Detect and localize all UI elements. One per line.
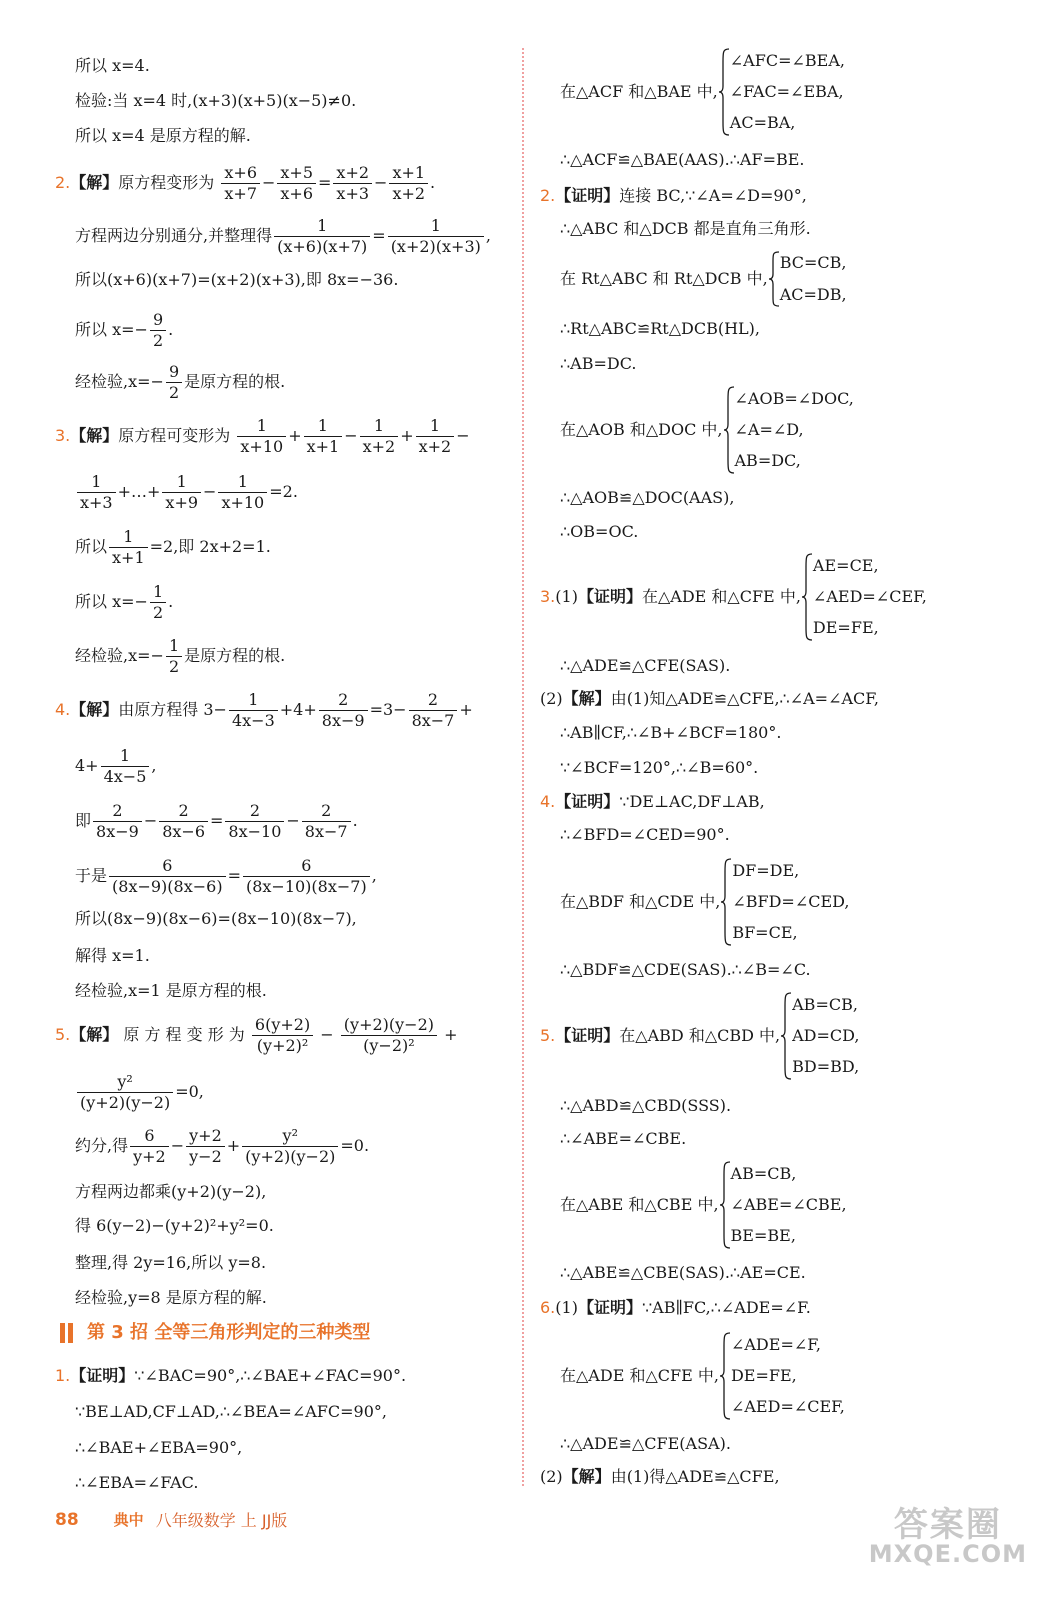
numerator: 2	[321, 801, 332, 820]
left-column	[0, 0, 520, 1600]
brace-item: ∠AOB=∠DOC,	[734, 389, 854, 408]
condition-group	[560, 48, 845, 136]
fraction	[416, 416, 455, 457]
brace-items	[731, 1164, 847, 1246]
brace-item: ∠ADE=∠F,	[730, 1335, 821, 1354]
fraction	[218, 472, 267, 513]
numerator: x+2	[336, 163, 370, 182]
text-line: ∴△ADE≌△CFE(SAS).	[560, 656, 731, 675]
part-label: (2)	[540, 1467, 563, 1486]
part-label: (2)	[540, 689, 563, 708]
denominator: x+2	[389, 183, 428, 204]
denominator: (y+2)(y−2)	[77, 1092, 173, 1113]
fraction	[130, 1126, 169, 1167]
section-title: 第 3 招 全等三角形判定的三种类型	[87, 1322, 371, 1343]
brace-lead: 在△ACF 和△BAE 中,	[560, 82, 718, 101]
denominator: 8x−9	[93, 821, 142, 842]
denominator: x+1	[109, 547, 148, 568]
problem-4-line-3: 即 $\frac{2}{8x-9}$ − $\frac{2}{8x-6}$ = $\frac{2}{8x-10}$ − $\frac{2}{8x-7}$ .	[75, 801, 358, 841]
fraction	[109, 527, 148, 568]
condition-group	[560, 386, 854, 474]
text: 经检验,x=−	[75, 646, 164, 665]
question-3-part-2	[540, 691, 879, 707]
question-5-lead	[540, 1028, 780, 1044]
fraction	[109, 856, 226, 897]
numerator: 1	[237, 472, 248, 491]
fraction	[277, 163, 316, 204]
watermark	[868, 1505, 1027, 1568]
brace-item: ∠BFD=∠CED,	[732, 892, 850, 911]
watermark-url: MXQE.COM	[868, 1540, 1027, 1568]
text-line: ∴△ABD≌△CBD(SSS).	[560, 1096, 732, 1115]
fraction	[319, 690, 368, 731]
numerator: 6	[301, 856, 312, 875]
fraction	[409, 690, 458, 731]
publisher-logo: 典中	[113, 1511, 144, 1529]
brace-item: ∠AED=∠CEF,	[730, 1397, 845, 1416]
problem-number: 4.	[540, 792, 556, 811]
proof-tag: 【证明】	[555, 186, 620, 205]
part-label: (1)	[555, 587, 578, 606]
fraction	[242, 1126, 338, 1167]
watermark-text: 答案圈	[893, 1505, 1002, 1545]
brace-item: ∠ABE=∠CBE,	[730, 1195, 847, 1214]
brace-items	[813, 556, 927, 638]
numerator: 1	[168, 636, 180, 655]
numerator: 1	[317, 216, 328, 235]
brace-item: BF=CE,	[732, 923, 798, 942]
problem-number: 5.	[55, 1025, 71, 1044]
denominator: (y+2)(y−2)	[242, 1146, 338, 1167]
fraction	[333, 163, 372, 204]
proof-tag: 【证明】	[577, 1298, 642, 1317]
column-divider	[522, 48, 524, 1486]
problem-4-line-1: 4.【解】由原方程得 3− $\frac{1}{4x-3}$ +4+ $\frac{2}{8x-9}$ =3− $\frac{2}{8x-7}$ +	[55, 690, 473, 730]
denominator: 2	[166, 656, 182, 677]
proof-tag: 【证明】	[555, 792, 620, 811]
fraction	[93, 801, 142, 842]
text: +4+	[279, 700, 317, 719]
fraction	[243, 856, 370, 897]
problem-5-line-3: 约分,得 $\frac{6}{y+2}$ − $\frac{y+2}{y-2}$ + $\frac{\text{y²}}{(y+2)(y-2)}$ =0.	[75, 1126, 370, 1166]
numerator: 1	[91, 472, 102, 491]
solution-tag: 【解】	[70, 426, 119, 445]
fraction	[166, 636, 182, 677]
brace-lead: 在△ABD 和△CBD 中,	[619, 1026, 781, 1045]
text: 由(1)知△ADE≌△CFE,∴∠A=∠ACF,	[610, 689, 879, 708]
problem-3-line-3	[75, 527, 271, 568]
text: 4+	[75, 756, 99, 775]
numerator: 1	[248, 690, 259, 709]
problem-number: 3.	[540, 587, 556, 606]
brace-lead: 在△ADE 和△CFE 中,	[560, 1366, 719, 1385]
problem-number: 6.	[540, 1298, 556, 1317]
problem-4-line-4: 于是 $\frac{6}{(8x-9)(8x-6)}$ = $\frac{6}{(8x-10)(8x-7)}$ ,	[75, 856, 377, 896]
brace-item: AB=DC,	[734, 451, 801, 470]
text-line: ∴AB∥CF,∴∠B+∠BCF=180°.	[560, 723, 782, 742]
brace-item: BE=BE,	[730, 1226, 796, 1245]
fraction	[389, 163, 428, 204]
text-line: ∵∠BCF=120°,∴∠B=60°.	[560, 758, 759, 777]
condition-group	[540, 992, 860, 1080]
text: 是原方程的根.	[184, 372, 286, 391]
condition-group	[560, 1332, 845, 1420]
problem-3-line-4: 所以 x=− $\frac{1}{2}$ .	[75, 582, 174, 622]
text: 所以 x=−	[75, 320, 148, 339]
solution-tag: 【解】	[70, 1025, 119, 1044]
numerator: x+6	[224, 163, 257, 182]
condition-group	[560, 1161, 847, 1249]
brace-lead: 在△AOB 和△DOC 中,	[560, 420, 723, 439]
denominator: x+6	[277, 183, 316, 204]
brace-lead: 在△BDF 和△CDE 中,	[560, 892, 721, 911]
text: 原 方 程 变 形 为	[123, 1025, 245, 1044]
text: ∵DE⊥AC,DF⊥AB,	[619, 792, 765, 811]
fraction	[221, 163, 260, 204]
text: 方程两边分别通分,并整理得	[75, 226, 273, 245]
numerator: 9	[152, 310, 164, 329]
solution-tag: 【解】	[562, 689, 611, 708]
denominator: x+9	[162, 492, 201, 513]
text-line: ∴△AOB≌△DOC(AAS),	[560, 488, 735, 507]
denominator: x+10	[218, 492, 267, 513]
left-brace-icon	[723, 386, 735, 474]
text-line: 经检验,x=1 是原方程的根.	[75, 981, 267, 1000]
text-line: 所以(8x−9)(8x−6)=(8x−10)(8x−7),	[75, 909, 357, 928]
text: =2,即 2x+2=1.	[149, 537, 271, 556]
text-line: ∴AB=DC.	[560, 354, 637, 373]
solution-tag: 【解】	[562, 1467, 611, 1486]
page-footer	[55, 1512, 287, 1529]
solution-tag: 【解】	[70, 173, 119, 192]
denominator: 4x−5	[101, 766, 150, 787]
brace-item: ∠AFC=∠BEA,	[729, 51, 845, 70]
question-6-part-2	[540, 1469, 780, 1485]
fraction	[360, 416, 399, 457]
section-heading	[60, 1323, 370, 1343]
text-line: 所以(x+6)(x+7)=(x+2)(x+3),即 8x=−36.	[75, 270, 399, 289]
numerator: 1	[429, 416, 441, 435]
text-line: ∴△BDF≌△CDE(SAS).∴∠B=∠C.	[560, 960, 811, 979]
condition-group	[560, 251, 847, 307]
denominator: (y−2)²	[341, 1035, 437, 1056]
brace-items	[780, 253, 847, 305]
text: 于是	[75, 866, 108, 885]
fraction	[150, 582, 166, 623]
problem-number: 2.	[540, 186, 556, 205]
question-4-line-1	[540, 794, 765, 810]
fraction	[274, 216, 370, 257]
text-line: 方程两边都乘(y+2)(y−2),	[75, 1182, 267, 1201]
numerator: 1	[123, 527, 134, 546]
text-line: ∴Rt△ABC≌Rt△DCB(HL),	[560, 319, 760, 338]
brace-items	[730, 51, 845, 133]
page-number: 88	[55, 1510, 79, 1530]
numerator: x+1	[392, 163, 426, 182]
numerator: 1	[152, 582, 164, 601]
text: 经检验,x=−	[75, 372, 164, 391]
section-bars-icon	[60, 1323, 73, 1343]
fraction	[252, 1015, 313, 1056]
text: =0,	[175, 1082, 204, 1101]
brace-items	[732, 861, 849, 943]
numerator: 2	[338, 690, 349, 709]
brace-item: AD=CD,	[792, 1026, 860, 1045]
problem-3-line-2: $\frac{1}{x+3}$ +…+ $\frac{1}{x+9}$ − $\frac{1}{x+10}$ =2.	[75, 472, 298, 513]
brace-item: DE=FE,	[730, 1366, 797, 1385]
denominator: (8x−9)(8x−6)	[109, 876, 226, 897]
fraction	[101, 746, 150, 787]
text: 所以	[75, 537, 108, 556]
brace-items	[792, 995, 859, 1077]
problem-5-line-1: 5.【解】 原 方 程 变 形 为 $\frac{6(y+2)}{\text{(y+2)²}}$ − $\frac{(y+2)(y-2)}{\text{(y−2)²}}$ +	[55, 1015, 458, 1055]
brace-item: ∠A=∠D,	[734, 420, 804, 439]
question-6-line-1	[540, 1300, 811, 1316]
numerator: 1	[430, 216, 441, 235]
text-line: ∴∠BAE+∠EBA=90°,	[75, 1438, 243, 1457]
text: =2.	[269, 482, 298, 501]
problem-number: 4.	[55, 700, 71, 719]
brace-item: ∠AED=∠CEF,	[812, 587, 927, 606]
fraction	[388, 216, 484, 257]
brace-item: DF=DE,	[732, 861, 800, 880]
left-brace-icon	[719, 1161, 731, 1249]
denominator: 8x−6	[159, 821, 208, 842]
right-column	[525, 0, 1042, 1600]
text-line: 整理,得 2y=16,所以 y=8.	[75, 1253, 267, 1272]
numerator: 2	[249, 801, 260, 820]
denominator: (y+2)²	[252, 1035, 313, 1056]
numerator: 6	[144, 1126, 155, 1145]
numerator: 1	[176, 472, 187, 491]
brace-lead: 在△ABE 和△CBE 中,	[560, 1195, 719, 1214]
fraction	[237, 416, 286, 457]
text: 连接 BC,∵∠A=∠D=90°,	[619, 186, 807, 205]
left-brace-icon	[780, 992, 792, 1080]
text-line: 解得 x=1.	[75, 946, 150, 965]
numerator: (y+2)(y−2)	[343, 1015, 434, 1034]
problem-4-line-2: 4+ $\frac{1}{4x-5}$ ,	[75, 746, 157, 786]
text-line: ∵BE⊥AD,CF⊥AD,∴∠BEA=∠AFC=90°,	[75, 1402, 387, 1421]
numerator: 2	[112, 801, 123, 820]
text: =3−	[369, 700, 407, 719]
brace-item: AB=CB,	[792, 995, 858, 1014]
brace-lead: 在 Rt△ABC 和 Rt△DCB 中,	[560, 269, 768, 288]
problem-2-line-4: 所以 x=− $\frac{9}{2}$ .	[75, 310, 174, 350]
denominator: x+7	[221, 183, 260, 204]
text-line: ∴∠BFD=∠CED=90°.	[560, 825, 730, 844]
problem-number: 3.	[55, 426, 71, 445]
part-label: (1)	[555, 1298, 578, 1317]
brace-item: BC=CB,	[779, 253, 847, 272]
fraction	[302, 801, 351, 842]
text: 原方程变形为	[118, 173, 215, 192]
left-brace-icon	[801, 553, 813, 641]
text: 由原方程得 3−	[118, 700, 227, 719]
fraction	[304, 416, 343, 457]
brace-items	[731, 1335, 845, 1417]
text-line: ∴OB=OC.	[560, 522, 639, 541]
fraction	[150, 310, 166, 351]
fraction	[229, 690, 278, 731]
text-line: 检验:当 x=4 时,(x+3)(x+5)(x−5)≠0.	[75, 91, 357, 110]
numerator: 6	[162, 856, 173, 875]
text-line: ∴△ADE≌△CFE(ASA).	[560, 1434, 731, 1453]
brace-item: BD=BD,	[792, 1057, 860, 1076]
proof-tag: 【证明】	[555, 1026, 620, 1045]
text-line: ∴△ABC 和△DCB 都是直角三角形.	[560, 219, 811, 238]
proof-tag: 【证明】	[70, 1366, 135, 1385]
fraction	[166, 362, 182, 403]
fraction	[159, 801, 208, 842]
fraction	[77, 472, 116, 513]
denominator: 2	[166, 382, 182, 403]
denominator: 8x−7	[409, 710, 458, 731]
denominator: (x+6)(x+7)	[274, 236, 370, 257]
denominator: x+2	[416, 436, 455, 457]
brace-item: AE=CE,	[812, 556, 879, 575]
brace-item: AC=BA,	[729, 113, 796, 132]
proof-tag: 【证明】	[577, 587, 642, 606]
denominator: 2	[150, 602, 166, 623]
text: ∵∠BAC=90°,∴∠BAE+∠FAC=90°.	[134, 1366, 407, 1385]
denominator: 4x−3	[229, 710, 278, 731]
fraction	[186, 1126, 225, 1167]
brace-items	[735, 389, 854, 471]
text: 原方程可变形为	[118, 426, 231, 445]
denominator: 8x−10	[225, 821, 284, 842]
text-line: 所以 x=4.	[75, 56, 150, 75]
numerator: y+2	[189, 1126, 222, 1145]
text-line: ∴△ACF≌△BAE(AAS).∴AF=BE.	[560, 150, 805, 169]
text-line: 经检验,y=8 是原方程的解.	[75, 1288, 267, 1307]
denominator: 8x−7	[302, 821, 351, 842]
text-line: 所以 x=4 是原方程的解.	[75, 126, 251, 145]
text: 由(1)得△ADE≌△CFE,	[610, 1467, 780, 1486]
numerator: 9	[168, 362, 180, 381]
left-brace-icon	[718, 48, 730, 136]
text: 约分,得	[75, 1136, 129, 1155]
numerator: 1	[119, 746, 131, 765]
denominator: (8x−10)(8x−7)	[243, 876, 370, 897]
numerator: 1	[256, 416, 267, 435]
numerator: 1	[317, 416, 328, 435]
numerator: y²	[117, 1072, 133, 1091]
denominator: x+3	[333, 183, 372, 204]
condition-group	[540, 553, 927, 641]
brace-item: AB=CB,	[730, 1164, 797, 1183]
problem-2-line-5	[75, 362, 285, 403]
text-line: ∴△ABE≌△CBE(SAS).∴AE=CE.	[560, 1263, 806, 1282]
problem-2-line-1: 2.【解】原方程变形为 $\frac{x+6}{x+7}$ − $\frac{x+5}{x+6}$ = $\frac{x+2}{x+3}$ − $\frac{x+1}{x+2}$ .	[55, 163, 436, 203]
brace-item: AC=DB,	[779, 285, 847, 304]
problem-2-line-2: 方程两边分别通分,并整理得 $\frac{1}{(x+6)(x+7)}$ = $\frac{1}{(x+2)(x+3)}$ ,	[75, 216, 491, 256]
numerator: x+5	[280, 163, 314, 182]
denominator: 2	[150, 330, 166, 351]
denominator: x+10	[237, 436, 286, 457]
left-brace-icon	[768, 251, 780, 307]
book-title: 八年级数学 上 JJ版	[155, 1510, 288, 1530]
fraction	[225, 801, 284, 842]
numerator: 2	[427, 690, 439, 709]
problem-number: 2.	[55, 173, 71, 192]
condition-group	[560, 858, 849, 946]
problem-number: 1.	[55, 1366, 71, 1385]
brace-lead: 在△ADE 和△CFE 中,	[641, 587, 801, 606]
problem-5-line-2	[75, 1072, 204, 1113]
denominator: (x+2)(x+3)	[388, 236, 484, 257]
numerator: 6(y+2)	[254, 1015, 311, 1034]
solution-tag: 【解】	[70, 700, 119, 719]
question-1-line-1	[55, 1368, 406, 1384]
brace-item: DE=FE,	[812, 618, 879, 637]
left-brace-icon	[719, 1332, 731, 1420]
fraction	[341, 1015, 437, 1056]
numerator: 2	[178, 801, 189, 820]
numerator: y²	[282, 1126, 298, 1145]
numerator: 1	[373, 416, 384, 435]
text: 是原方程的根.	[184, 646, 286, 665]
text-line: ∴∠ABE=∠CBE.	[560, 1129, 687, 1148]
denominator: y−2	[186, 1146, 225, 1167]
brace-item: ∠FAC=∠EBA,	[729, 82, 844, 101]
text-line: ∴∠EBA=∠FAC.	[75, 1473, 199, 1492]
question-3-lead	[540, 589, 801, 605]
text: ∵AB∥FC,∴∠ADE=∠F.	[641, 1298, 811, 1317]
denominator: y+2	[130, 1146, 169, 1167]
fraction	[77, 1072, 173, 1113]
question-2-line-1	[540, 188, 807, 204]
problem-3-line-5	[75, 636, 285, 677]
left-brace-icon	[720, 858, 732, 946]
denominator: x+3	[77, 492, 116, 513]
text: +…+	[117, 482, 161, 501]
denominator: x+2	[360, 436, 399, 457]
text-line: 得 6(y−2)−(y+2)²+y²=0.	[75, 1216, 274, 1235]
denominator: x+1	[304, 436, 343, 457]
text: 所以 x=−	[75, 592, 148, 611]
problem-3-line-1: 3.【解】原方程可变形为 $\frac{1}{x+10}$ + $\frac{1}{x+1}$ − $\frac{1}{x+2}$ + $\frac{1}{x+2}$ −	[55, 416, 470, 456]
problem-number: 5.	[540, 1026, 556, 1045]
text: 即	[75, 811, 92, 830]
denominator: 8x−9	[319, 710, 368, 731]
text: =0.	[340, 1136, 370, 1155]
fraction	[162, 472, 201, 513]
